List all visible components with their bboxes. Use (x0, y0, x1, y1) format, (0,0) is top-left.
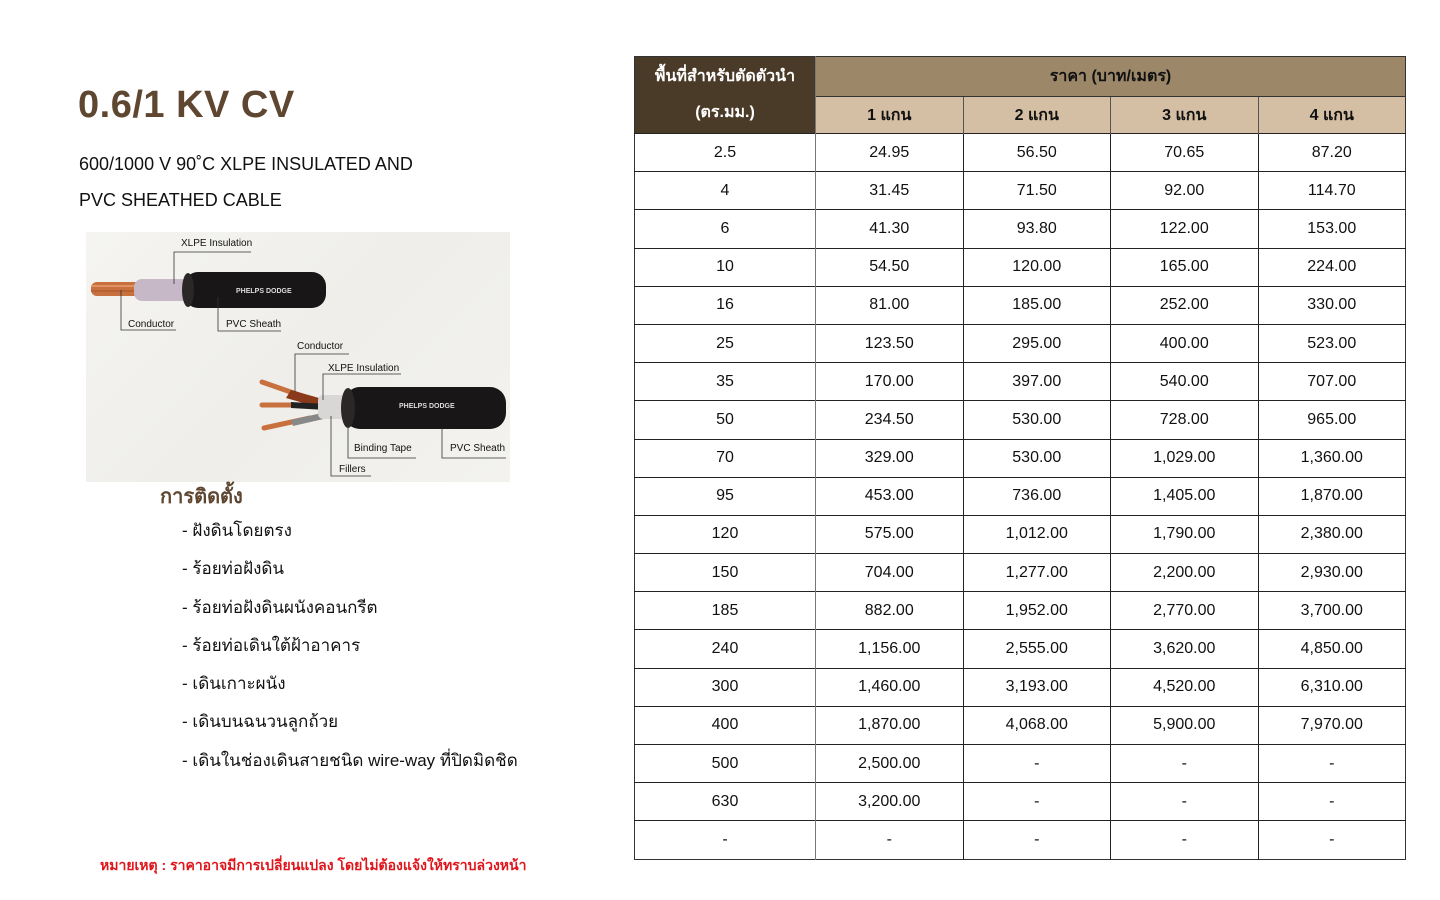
table-row (635, 706, 1406, 744)
cell-price-2-core: 295.00 (963, 324, 1111, 362)
table-row (635, 592, 1406, 630)
table-row (635, 554, 1406, 592)
cell-price-2-core: 93.80 (963, 210, 1111, 248)
cell-price-3-core: - (1111, 783, 1259, 821)
cell-price-2-core: 2,555.00 (963, 630, 1111, 668)
cell-price-4-core: 87.20 (1258, 134, 1406, 172)
cell-price-3-core: 1,405.00 (1111, 477, 1259, 515)
installation-list (182, 516, 518, 784)
cell-price-2-core: 397.00 (963, 363, 1111, 401)
cell-price-4-core: 1,360.00 (1258, 439, 1406, 477)
cell-area: - (635, 821, 816, 859)
table-row (635, 248, 1406, 286)
table-row (635, 439, 1406, 477)
table-row (635, 477, 1406, 515)
cell-price-3-core: 1,790.00 (1111, 515, 1259, 553)
core-header-2: 2 แกน (963, 97, 1111, 134)
cell-price-3-core: 3,620.00 (1111, 630, 1259, 668)
cell-price-4-core: - (1258, 745, 1406, 783)
cell-area: 185 (635, 592, 816, 630)
price-table (634, 56, 1406, 860)
cell-area: 10 (635, 248, 816, 286)
cell-price-1-core: 123.50 (816, 324, 964, 362)
cable-diagram (86, 232, 510, 482)
table-row (635, 324, 1406, 362)
cell-price-4-core: - (1258, 821, 1406, 859)
table-row (635, 401, 1406, 439)
cell-price-4-core: 965.00 (1258, 401, 1406, 439)
cell-price-4-core: 6,310.00 (1258, 668, 1406, 706)
cell-price-1-core: 882.00 (816, 592, 964, 630)
installation-item: - เดินในช่องเดินสายชนิด wire-way ที่ปิดมิดชิด (182, 750, 518, 770)
cell-area: 16 (635, 286, 816, 324)
cell-area: 300 (635, 668, 816, 706)
cell-area: 500 (635, 745, 816, 783)
cell-price-1-core: 1,870.00 (816, 706, 964, 744)
cell-price-1-core: 1,156.00 (816, 630, 964, 668)
label-pvc-sheath-2: PVC Sheath (450, 443, 506, 454)
label-xlpe-insulation-1: XLPE Insulation (181, 238, 253, 249)
core-header-1: 1 แกน (816, 97, 964, 134)
cell-price-3-core: 2,770.00 (1111, 592, 1259, 630)
cell-area: 120 (635, 515, 816, 553)
brand-text-2: PHELPS DODGE (399, 403, 455, 410)
cell-price-4-core: 4,850.00 (1258, 630, 1406, 668)
cell-price-2-core: 56.50 (963, 134, 1111, 172)
cell-price-4-core: 523.00 (1258, 324, 1406, 362)
cell-area: 95 (635, 477, 816, 515)
installation-heading: การติดตั้ง (160, 486, 243, 508)
brand-text-1: PHELPS DODGE (236, 288, 292, 295)
cell-price-3-core: 1,029.00 (1111, 439, 1259, 477)
cell-price-2-core: 1,952.00 (963, 592, 1111, 630)
cell-price-2-core: 3,193.00 (963, 668, 1111, 706)
cell-price-3-core: 540.00 (1111, 363, 1259, 401)
cell-price-3-core: 5,900.00 (1111, 706, 1259, 744)
cell-price-1-core: 81.00 (816, 286, 964, 324)
price-column-header: ราคา (บาท/เมตร) (816, 57, 1406, 97)
cell-area: 240 (635, 630, 816, 668)
cell-price-3-core: 165.00 (1111, 248, 1259, 286)
cell-price-3-core: 70.65 (1111, 134, 1259, 172)
cell-price-4-core: 114.70 (1258, 172, 1406, 210)
label-binding-tape: Binding Tape (354, 443, 412, 454)
cell-price-1-core: 453.00 (816, 477, 964, 515)
cell-price-3-core: 4,520.00 (1111, 668, 1259, 706)
cell-area: 2.5 (635, 134, 816, 172)
cell-price-2-core: 530.00 (963, 439, 1111, 477)
cell-price-2-core: 71.50 (963, 172, 1111, 210)
cell-price-2-core: 1,012.00 (963, 515, 1111, 553)
cell-area: 630 (635, 783, 816, 821)
cell-price-4-core: 7,970.00 (1258, 706, 1406, 744)
table-row (635, 134, 1406, 172)
cell-area: 50 (635, 401, 816, 439)
cell-price-1-core: 24.95 (816, 134, 964, 172)
table-row (635, 363, 1406, 401)
core-header-3: 3 แกน (1111, 97, 1259, 134)
cell-price-2-core: 1,277.00 (963, 554, 1111, 592)
subtitle-line-1: 600/1000 V 90˚C XLPE INSULATED AND (79, 154, 413, 174)
area-header-line-1: พื้นที่สำหรับตัดตัวนำ (654, 68, 796, 85)
cell-area: 35 (635, 363, 816, 401)
cell-price-4-core: 707.00 (1258, 363, 1406, 401)
cell-price-4-core: 3,700.00 (1258, 592, 1406, 630)
cell-price-4-core: - (1258, 783, 1406, 821)
table-row (635, 745, 1406, 783)
table-row (635, 286, 1406, 324)
cell-price-1-core: 41.30 (816, 210, 964, 248)
cell-area: 4 (635, 172, 816, 210)
cell-price-4-core: 330.00 (1258, 286, 1406, 324)
price-table-body (635, 134, 1406, 860)
cell-price-2-core: 185.00 (963, 286, 1111, 324)
label-pvc-sheath-1: PVC Sheath (226, 319, 282, 330)
subtitle-line-2: PVC SHEATHED CABLE (79, 190, 282, 210)
multi-core-cable-illustration (262, 382, 506, 429)
cell-price-2-core: - (963, 821, 1111, 859)
core-header-4: 4 แกน (1258, 97, 1406, 134)
cell-price-2-core: - (963, 745, 1111, 783)
cell-price-1-core: - (816, 821, 964, 859)
cell-price-1-core: 234.50 (816, 401, 964, 439)
cell-area: 6 (635, 210, 816, 248)
label-fillers: Fillers (339, 464, 366, 475)
label-conductor-1: Conductor (128, 319, 175, 330)
cell-price-1-core: 2,500.00 (816, 745, 964, 783)
cell-price-3-core: 2,200.00 (1111, 554, 1259, 592)
cell-area: 150 (635, 554, 816, 592)
cell-area: 70 (635, 439, 816, 477)
table-row (635, 172, 1406, 210)
cell-price-2-core: 530.00 (963, 401, 1111, 439)
installation-item: - เดินเกาะผนัง (182, 674, 286, 694)
product-subtitle (79, 146, 413, 218)
table-row (635, 515, 1406, 553)
label-conductor-2: Conductor (297, 341, 344, 352)
cell-price-3-core: - (1111, 821, 1259, 859)
cell-price-2-core: 736.00 (963, 477, 1111, 515)
cell-price-3-core: 728.00 (1111, 401, 1259, 439)
cell-price-1-core: 1,460.00 (816, 668, 964, 706)
cell-price-3-core: 92.00 (1111, 172, 1259, 210)
table-row (635, 783, 1406, 821)
cell-price-1-core: 54.50 (816, 248, 964, 286)
cell-price-1-core: 170.00 (816, 363, 964, 401)
product-title: 0.6/1 KV CV (78, 84, 295, 126)
cell-price-3-core: 400.00 (1111, 324, 1259, 362)
cell-price-1-core: 329.00 (816, 439, 964, 477)
installation-item: - ร้อยท่อเดินใต้ฝ้าอาคาร (182, 635, 361, 655)
cell-price-3-core: - (1111, 745, 1259, 783)
table-row (635, 630, 1406, 668)
cell-price-2-core: 120.00 (963, 248, 1111, 286)
label-xlpe-insulation-2: XLPE Insulation (328, 363, 400, 374)
cell-price-4-core: 224.00 (1258, 248, 1406, 286)
cell-price-2-core: 4,068.00 (963, 706, 1111, 744)
installation-item: - ฝังดินโดยตรง (182, 521, 292, 540)
installation-item: - ร้อยท่อฝังดินผนังคอนกรีต (182, 597, 378, 617)
table-row (635, 668, 1406, 706)
installation-item: - ร้อยท่อฝังดิน (182, 559, 285, 579)
cell-price-3-core: 122.00 (1111, 210, 1259, 248)
cell-price-2-core: - (963, 783, 1111, 821)
cell-price-4-core: 153.00 (1258, 210, 1406, 248)
table-row (635, 210, 1406, 248)
cell-price-4-core: 2,380.00 (1258, 515, 1406, 553)
price-disclaimer-note: หมายเหตุ : ราคาอาจมีการเปลี่ยนแปลง โดยไม่ต้องแจ้งให้ทราบล่วงหน้า (100, 857, 527, 873)
cell-price-1-core: 704.00 (816, 554, 964, 592)
cell-price-1-core: 3,200.00 (816, 783, 964, 821)
single-core-cable-illustration (91, 272, 326, 308)
area-column-header (635, 57, 816, 134)
cell-area: 25 (635, 324, 816, 362)
area-header-line-2: (ตร.มม.) (695, 104, 755, 121)
cell-price-3-core: 252.00 (1111, 286, 1259, 324)
table-row (635, 821, 1406, 859)
cell-price-4-core: 2,930.00 (1258, 554, 1406, 592)
cell-area: 400 (635, 706, 816, 744)
cell-price-4-core: 1,870.00 (1258, 477, 1406, 515)
cell-price-1-core: 31.45 (816, 172, 964, 210)
installation-item: - เดินบนฉนวนลูกถ้วย (182, 712, 339, 732)
cell-price-1-core: 575.00 (816, 515, 964, 553)
